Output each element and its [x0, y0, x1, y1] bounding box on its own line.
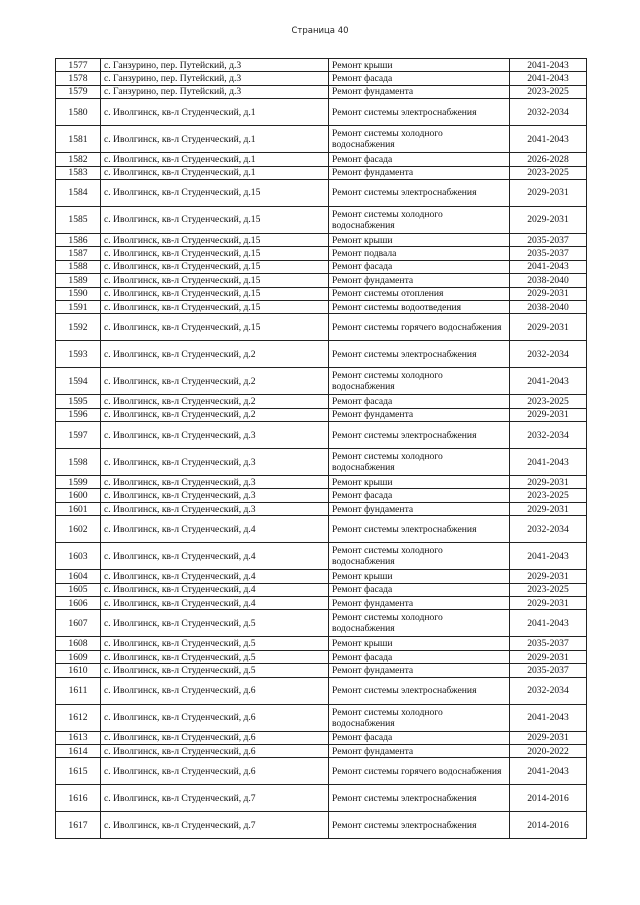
row-number: 1578 [56, 72, 101, 85]
row-period: 2023-2025 [510, 583, 587, 596]
row-work-type: Ремонт системы холодного водоснабжения [329, 704, 510, 731]
row-period: 2032-2034 [510, 341, 587, 368]
row-period: 2035-2037 [510, 664, 587, 677]
table-row [56, 274, 587, 287]
row-work-type: Ремонт подвала [329, 247, 510, 260]
row-address: с. Иволгинск, кв-л Студенческий, д.7 [101, 785, 329, 812]
row-work-type: Ремонт крыши [329, 476, 510, 489]
table-row [56, 731, 587, 744]
row-address: с. Иволгинск, кв-л Студенческий, д.5 [101, 650, 329, 663]
row-address: с. Иволгинск, кв-л Студенческий, д.2 [101, 408, 329, 421]
row-number: 1610 [56, 664, 101, 677]
row-period: 2032-2034 [510, 422, 587, 449]
row-address: с. Иволгинск, кв-л Студенческий, д.3 [101, 449, 329, 476]
row-work-type: Ремонт фундамента [329, 744, 510, 757]
row-address: с. Иволгинск, кв-л Студенческий, д.4 [101, 597, 329, 610]
row-work-type: Ремонт системы электроснабжения [329, 812, 510, 839]
row-address: с. Иволгинск, кв-л Студенческий, д.15 [101, 260, 329, 273]
table-row [56, 260, 587, 273]
row-number: 1603 [56, 543, 101, 570]
row-work-type: Ремонт фундамента [329, 664, 510, 677]
row-work-type: Ремонт системы электроснабжения [329, 179, 510, 206]
row-work-type: Ремонт системы горячего водоснабжения [329, 314, 510, 341]
row-work-type: Ремонт фундамента [329, 597, 510, 610]
row-period: 2041-2043 [510, 368, 587, 395]
row-number: 1617 [56, 812, 101, 839]
row-period: 2023-2025 [510, 395, 587, 408]
row-number: 1612 [56, 704, 101, 731]
table-row [56, 704, 587, 731]
table-row [56, 785, 587, 812]
table-row [56, 300, 587, 313]
row-period: 2038-2040 [510, 274, 587, 287]
row-address: с. Иволгинск, кв-л Студенческий, д.6 [101, 704, 329, 731]
table-row [56, 610, 587, 637]
table-row [56, 395, 587, 408]
row-address: с. Иволгинск, кв-л Студенческий, д.5 [101, 637, 329, 650]
row-work-type: Ремонт фасада [329, 650, 510, 663]
row-address: с. Иволгинск, кв-л Студенческий, д.4 [101, 583, 329, 596]
table-row [56, 637, 587, 650]
row-address: с. Иволгинск, кв-л Студенческий, д.15 [101, 233, 329, 246]
row-period: 2041-2043 [510, 72, 587, 85]
row-address: с. Иволгинск, кв-л Студенческий, д.1 [101, 126, 329, 153]
row-period: 2041-2043 [510, 543, 587, 570]
row-period: 2029-2031 [510, 314, 587, 341]
table-row [56, 287, 587, 300]
row-period: 2032-2034 [510, 677, 587, 704]
table-row [56, 314, 587, 341]
table-row [56, 59, 587, 72]
table-row [56, 179, 587, 206]
row-address: с. Иволгинск, кв-л Студенческий, д.6 [101, 758, 329, 785]
row-period: 2035-2037 [510, 233, 587, 246]
table-body [56, 59, 587, 839]
table-row [56, 476, 587, 489]
row-period: 2029-2031 [510, 179, 587, 206]
table-row [56, 233, 587, 246]
row-work-type: Ремонт системы электроснабжения [329, 99, 510, 126]
row-period: 2026-2028 [510, 153, 587, 166]
row-work-type: Ремонт фасада [329, 72, 510, 85]
row-period: 2014-2016 [510, 812, 587, 839]
row-period: 2035-2037 [510, 247, 587, 260]
row-period: 2029-2031 [510, 570, 587, 583]
table-row [56, 677, 587, 704]
table-row [56, 166, 587, 179]
row-period: 2014-2016 [510, 785, 587, 812]
row-number: 1586 [56, 233, 101, 246]
row-period: 2029-2031 [510, 206, 587, 233]
row-number: 1584 [56, 179, 101, 206]
row-period: 2029-2031 [510, 476, 587, 489]
row-number: 1614 [56, 744, 101, 757]
row-number: 1597 [56, 422, 101, 449]
row-number: 1592 [56, 314, 101, 341]
table-row [56, 812, 587, 839]
row-work-type: Ремонт крыши [329, 637, 510, 650]
row-work-type: Ремонт системы горячего водоснабжения [329, 758, 510, 785]
repair-schedule-table [55, 58, 587, 839]
table-row [56, 247, 587, 260]
row-period: 2029-2031 [510, 502, 587, 515]
row-number: 1611 [56, 677, 101, 704]
row-number: 1577 [56, 59, 101, 72]
row-work-type: Ремонт фасада [329, 489, 510, 502]
row-work-type: Ремонт фундамента [329, 85, 510, 98]
row-period: 2038-2040 [510, 300, 587, 313]
row-work-type: Ремонт системы электроснабжения [329, 677, 510, 704]
row-address: с. Иволгинск, кв-л Студенческий, д.1 [101, 99, 329, 126]
row-period: 2041-2043 [510, 260, 587, 273]
row-work-type: Ремонт фасада [329, 153, 510, 166]
table-row [56, 206, 587, 233]
row-address: с. Иволгинск, кв-л Студенческий, д.5 [101, 610, 329, 637]
row-number: 1593 [56, 341, 101, 368]
table-row [56, 422, 587, 449]
row-work-type: Ремонт крыши [329, 570, 510, 583]
row-address: с. Иволгинск, кв-л Студенческий, д.2 [101, 395, 329, 408]
row-address: с. Иволгинск, кв-л Студенческий, д.3 [101, 489, 329, 502]
table-row [56, 650, 587, 663]
row-address: с. Иволгинск, кв-л Студенческий, д.15 [101, 206, 329, 233]
row-work-type: Ремонт фундамента [329, 408, 510, 421]
row-period: 2023-2025 [510, 489, 587, 502]
table-row [56, 153, 587, 166]
row-work-type: Ремонт системы электроснабжения [329, 341, 510, 368]
table-row [56, 489, 587, 502]
row-work-type: Ремонт системы холодного водоснабжения [329, 206, 510, 233]
row-address: с. Иволгинск, кв-л Студенческий, д.7 [101, 812, 329, 839]
row-number: 1595 [56, 395, 101, 408]
table-row [56, 368, 587, 395]
row-period: 2041-2043 [510, 758, 587, 785]
row-address: с. Иволгинск, кв-л Студенческий, д.1 [101, 153, 329, 166]
row-address: с. Иволгинск, кв-л Студенческий, д.4 [101, 570, 329, 583]
row-period: 2023-2025 [510, 166, 587, 179]
row-work-type: Ремонт системы холодного водоснабжения [329, 610, 510, 637]
row-number: 1600 [56, 489, 101, 502]
row-number: 1596 [56, 408, 101, 421]
table-row [56, 583, 587, 596]
row-number: 1609 [56, 650, 101, 663]
row-address: с. Иволгинск, кв-л Студенческий, д.15 [101, 300, 329, 313]
row-period: 2041-2043 [510, 449, 587, 476]
table-row [56, 502, 587, 515]
row-work-type: Ремонт фасада [329, 395, 510, 408]
table-row [56, 597, 587, 610]
row-work-type: Ремонт фундамента [329, 502, 510, 515]
row-work-type: Ремонт системы электроснабжения [329, 422, 510, 449]
row-number: 1616 [56, 785, 101, 812]
row-address: с. Иволгинск, кв-л Студенческий, д.3 [101, 476, 329, 489]
row-number: 1589 [56, 274, 101, 287]
row-number: 1588 [56, 260, 101, 273]
row-work-type: Ремонт системы холодного водоснабжения [329, 126, 510, 153]
row-work-type: Ремонт системы водоотведения [329, 300, 510, 313]
row-work-type: Ремонт фасада [329, 583, 510, 596]
row-work-type: Ремонт фундамента [329, 166, 510, 179]
row-number: 1587 [56, 247, 101, 260]
row-number: 1602 [56, 516, 101, 543]
row-address: с. Иволгинск, кв-л Студенческий, д.6 [101, 731, 329, 744]
row-work-type: Ремонт фасада [329, 260, 510, 273]
row-work-type: Ремонт системы электроснабжения [329, 516, 510, 543]
row-address: с. Иволгинск, кв-л Студенческий, д.15 [101, 314, 329, 341]
table-row [56, 408, 587, 421]
row-address: с. Иволгинск, кв-л Студенческий, д.15 [101, 179, 329, 206]
row-address: с. Ганзурино, пер. Путейский, д.3 [101, 72, 329, 85]
row-period: 2035-2037 [510, 637, 587, 650]
row-address: с. Иволгинск, кв-л Студенческий, д.15 [101, 274, 329, 287]
row-period: 2041-2043 [510, 126, 587, 153]
table-row [56, 341, 587, 368]
row-address: с. Иволгинск, кв-л Студенческий, д.2 [101, 368, 329, 395]
table-row [56, 744, 587, 757]
row-period: 2029-2031 [510, 287, 587, 300]
row-address: с. Ганзурино, пер. Путейский, д.3 [101, 85, 329, 98]
table-row [56, 126, 587, 153]
row-address: с. Иволгинск, кв-л Студенческий, д.2 [101, 341, 329, 368]
row-number: 1607 [56, 610, 101, 637]
row-work-type: Ремонт фасада [329, 731, 510, 744]
row-period: 2029-2031 [510, 408, 587, 421]
row-period: 2041-2043 [510, 704, 587, 731]
row-number: 1583 [56, 166, 101, 179]
row-number: 1594 [56, 368, 101, 395]
row-number: 1615 [56, 758, 101, 785]
row-work-type: Ремонт крыши [329, 233, 510, 246]
row-address: с. Иволгинск, кв-л Студенческий, д.15 [101, 287, 329, 300]
row-address: с. Иволгинск, кв-л Студенческий, д.4 [101, 516, 329, 543]
row-number: 1598 [56, 449, 101, 476]
row-number: 1590 [56, 287, 101, 300]
row-work-type: Ремонт крыши [329, 59, 510, 72]
row-period: 2041-2043 [510, 610, 587, 637]
row-period: 2032-2034 [510, 99, 587, 126]
row-period: 2029-2031 [510, 597, 587, 610]
table-row [56, 449, 587, 476]
table-row [56, 543, 587, 570]
row-number: 1608 [56, 637, 101, 650]
row-period: 2029-2031 [510, 731, 587, 744]
row-address: с. Иволгинск, кв-л Студенческий, д.5 [101, 664, 329, 677]
row-period: 2023-2025 [510, 85, 587, 98]
row-address: с. Иволгинск, кв-л Студенческий, д.1 [101, 166, 329, 179]
row-period: 2029-2031 [510, 650, 587, 663]
row-number: 1585 [56, 206, 101, 233]
table-row [56, 72, 587, 85]
row-period: 2041-2043 [510, 59, 587, 72]
row-number: 1581 [56, 126, 101, 153]
row-number: 1579 [56, 85, 101, 98]
row-work-type: Ремонт системы холодного водоснабжения [329, 543, 510, 570]
table-row [56, 99, 587, 126]
table-row [56, 664, 587, 677]
row-address: с. Ганзурино, пер. Путейский, д.3 [101, 59, 329, 72]
row-work-type: Ремонт системы холодного водоснабжения [329, 368, 510, 395]
row-work-type: Ремонт системы холодного водоснабжения [329, 449, 510, 476]
row-number: 1613 [56, 731, 101, 744]
row-number: 1580 [56, 99, 101, 126]
table-row [56, 516, 587, 543]
page-title: Страница 40 [291, 26, 349, 36]
row-period: 2020-2022 [510, 744, 587, 757]
row-number: 1591 [56, 300, 101, 313]
row-address: с. Иволгинск, кв-л Студенческий, д.6 [101, 744, 329, 757]
row-address: с. Иволгинск, кв-л Студенческий, д.3 [101, 502, 329, 515]
row-work-type: Ремонт системы электроснабжения [329, 785, 510, 812]
row-number: 1599 [56, 476, 101, 489]
row-number: 1605 [56, 583, 101, 596]
row-work-type: Ремонт системы отопления [329, 287, 510, 300]
row-period: 2032-2034 [510, 516, 587, 543]
row-address: с. Иволгинск, кв-л Студенческий, д.15 [101, 247, 329, 260]
table-row [56, 758, 587, 785]
row-number: 1604 [56, 570, 101, 583]
table-row [56, 570, 587, 583]
table-row [56, 85, 587, 98]
row-address: с. Иволгинск, кв-л Студенческий, д.6 [101, 677, 329, 704]
row-work-type: Ремонт фундамента [329, 274, 510, 287]
row-address: с. Иволгинск, кв-л Студенческий, д.4 [101, 543, 329, 570]
row-number: 1601 [56, 502, 101, 515]
row-number: 1606 [56, 597, 101, 610]
row-address: с. Иволгинск, кв-л Студенческий, д.3 [101, 422, 329, 449]
row-number: 1582 [56, 153, 101, 166]
